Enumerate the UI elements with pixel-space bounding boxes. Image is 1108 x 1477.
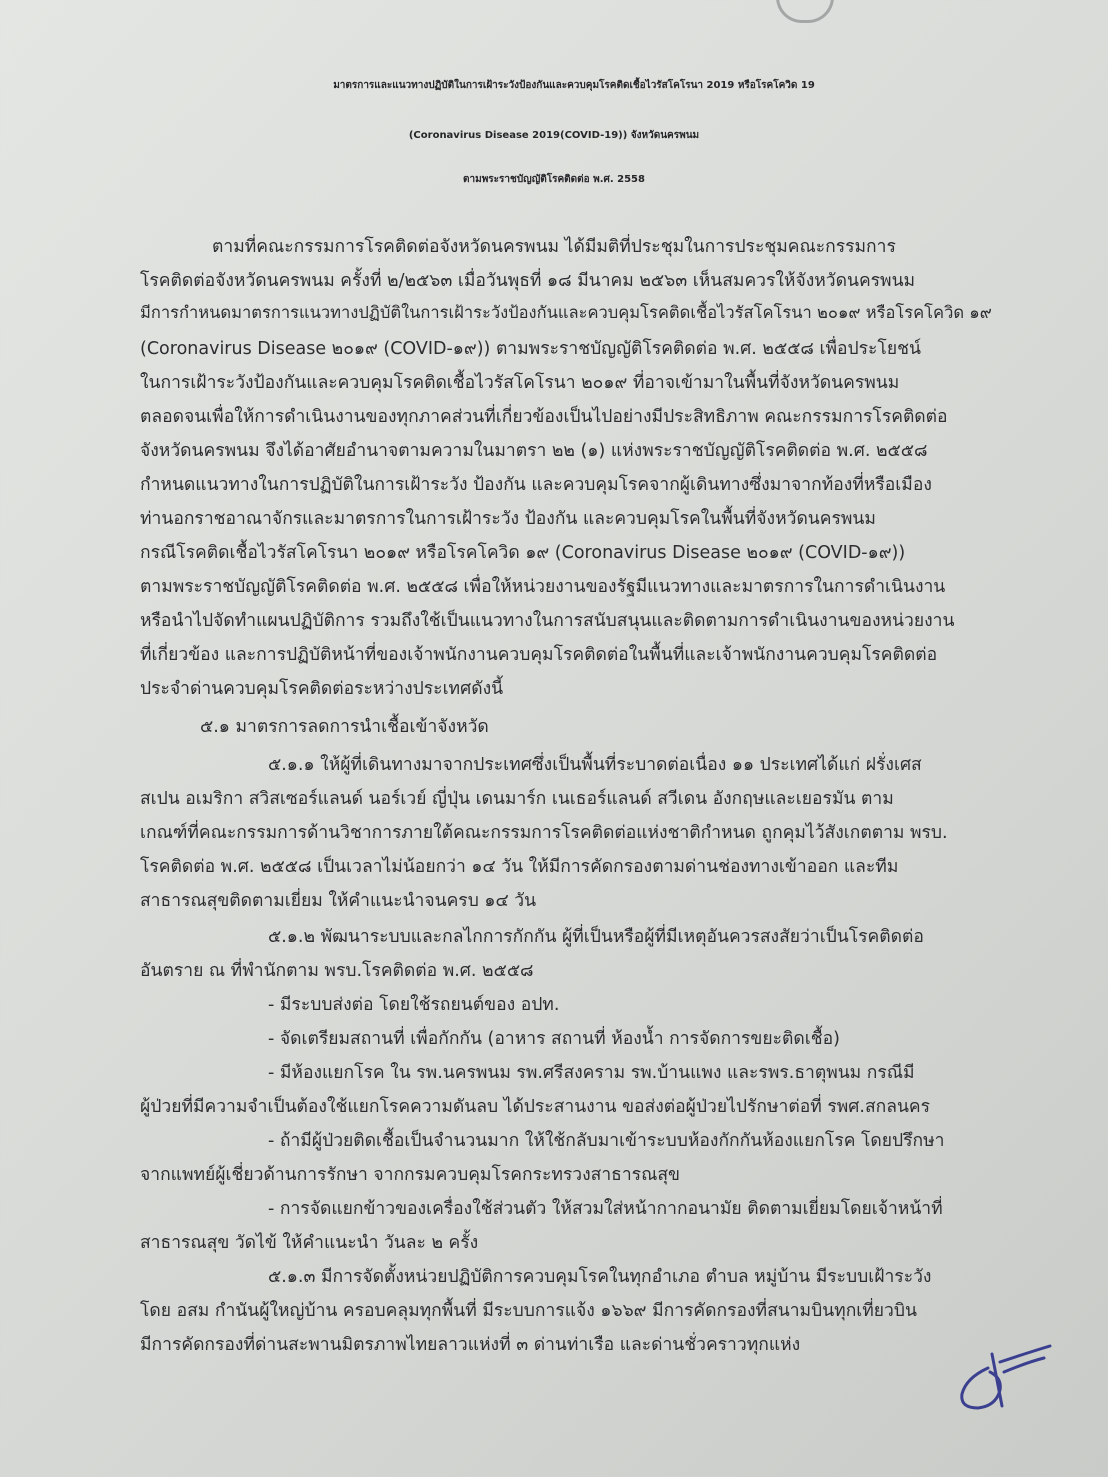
item-511-line: สเปน อเมริกา สวิสเซอร์แลนด์ นอร์เวย์ ญี่ปุ่น เดนมาร์ก เนเธอร์แลนด์ สวีเดน อังกฤษและเยอรมัน ตาม [140,789,894,809]
intro-line: ท่านอกราชอาณาจักรและมาตรการในการเฝ้าระวัง ป้องกัน และควบคุมโรคในพื้นที่จังหวัดนครพนม [140,509,876,529]
bullet-line: สาธารณสุข วัดไข้ ให้คำแนะนำ วันละ ๒ ครั้ง [140,1233,479,1253]
intro-line: กำหนดแนวทางในการปฏิบัติในการเฝ้าระวัง ป้องกัน และควบคุมโรคจากผู้เดินทางซึ่งมาจากท้องที่หรือเมือง [140,475,932,495]
intro-line: ประจำด่านควบคุมโรคติดต่อระหว่างประเทศดังนี้ [140,679,504,699]
item-512-line: อันตราย ณ ที่พำนักตาม พรบ.โรคติดต่อ พ.ศ. ๒๕๕๘ [140,961,534,981]
item-511-line: เกณฑ์ที่คณะกรรมการด้านวิชาการภายใต้คณะกรรมการโรคติดต่อแห่งชาติกำหนด ถูกคุมไว้สังเกตตาม พรบ. [140,823,948,843]
intro-line: (Coronavirus Disease ๒๐๑๙ (COVID-๑๙)) ตามพระราชบัญญัติโรคติดต่อ พ.ศ. ๒๕๕๘ เพื่อประโยชน์ [140,339,921,359]
title-line-1: มาตรการและแนวทางปฏิบัติในการเฝ้าระวังป้องกันและควบคุมโรคติดเชื้อไวรัสโคโรนา 2019 หรือโรคโควิด 19 [333,80,815,91]
title-line-2: (Coronavirus Disease 2019(COVID-19)) จังหวัดนครพนม [408,130,700,141]
intro-line: ในการเฝ้าระวังป้องกันและควบคุมโรคติดเชื้อไวรัสโคโรนา ๒๐๑๙ ที่อาจเข้ามาในพื้นที่จังหวัดนครพนม [140,373,900,393]
intro-line: โรคติดต่อจังหวัดนครพนม ครั้งที่ ๒/๒๕๖๓ เมื่อวันพุธที่ ๑๘ มีนาคม ๒๕๖๓ เห็นสมควรให้จังหวัดนครพนม [140,271,916,291]
bullet-line: - มีระบบส่งต่อ โดยใช้รถยนต์ของ อปท. [268,995,560,1015]
bullet-line: - การจัดแยกข้าวของเครื่องใช้ส่วนตัว ให้สวมใส่หน้ากากอนามัย ติดตามเยี่ยมโดยเจ้าหน้าที่ [268,1199,943,1219]
handwritten-initial [944,1332,1064,1432]
intro-line: ตามพระราชบัญญัติโรคติดต่อ พ.ศ. ๒๕๕๘ เพื่อให้หน่วยงานของรัฐมีแนวทางและมาตรการในการดำเนินงาน [140,577,946,597]
bullet-line: - จัดเตรียมสถานที่ เพื่อกักกัน (อาหาร สถานที่ ห้องน้ำ การจัดการขยะติดเชื้อ) [268,1029,840,1049]
intro-line: กรณีโรคติดเชื้อไวรัสโคโรนา ๒๐๑๙ หรือโรคโควิด ๑๙ (Coronavirus Disease ๒๐๑๙ (COVID-๑๙)) [140,543,906,563]
item-513-line: มีการคัดกรองที่ด่านสะพานมิตรภาพไทยลาวแห่งที่ ๓ ด่านท่าเรือ และด่านชั่วคราวทุกแห่ง [140,1335,801,1355]
item-512-line: ๕.๑.๒ พัฒนาระบบและกลไกการกักกัน ผู้ที่เป็นหรือผู้ที่มีเหตุอันควรสงสัยว่าเป็นโรคติดต่อ [268,927,924,947]
intro-line: ที่เกี่ยวข้อง และการปฏิบัติหน้าที่ของเจ้าพนักงานควบคุมโรคติดต่อในพื้นที่และเจ้าพนักงานควบคุมโรคติดต่อ [140,645,938,665]
intro-line: ตลอดจนเพื่อให้การดำเนินงานของทุกภาคส่วนที่เกี่ยวข้องเป็นไปอย่างมีประสิทธิภาพ คณะกรรมการโรคติดต่อ [140,407,948,427]
bullet-line: - ถ้ามีผู้ป่วยติดเชื้อเป็นจำนวนมาก ให้ใช้กลับมาเข้าระบบห้องกักกันห้องแยกโรค โดยปรึกษา [268,1131,945,1151]
intro-line: ตามที่คณะกรรมการโรคติดต่อจังหวัดนครพนม ได้มีมติที่ประชุมในการประชุมคณะกรรมการ [212,237,896,257]
item-513-line: ๕.๑.๓ มีการจัดตั้งหน่วยปฏิบัติการควบคุมโรคในทุกอำเภอ ตำบล หมู่บ้าน มีระบบเฝ้าระวัง [268,1267,932,1287]
intro-line: จังหวัดนครพนม จึงได้อาศัยอำนาจตามความในมาตรา ๒๒ (๑) แห่งพระราชบัญญัติโรคติดต่อ พ.ศ. ๒๕๕๘ [140,441,928,461]
item-511-line: สาธารณสุขติดตามเยี่ยม ให้คำแนะนำจนครบ ๑๔ วัน [140,891,537,911]
section-heading: ๕.๑ มาตรการลดการนำเชื้อเข้าจังหวัด [200,717,489,737]
bullet-line: จากแพทย์ผู้เชี่ยวด้านการรักษา จากกรมควบคุมโรคกระทรวงสาธารณสุข [140,1165,680,1185]
intro-line: มีการกำหนดมาตรการแนวทางปฏิบัติในการเฝ้าระวังป้องกันและควบคุมโรคติดเชื้อไวรัสโคโรนา ๒๐๑๙ หรือโรคโควิด ๑๙ [140,303,992,322]
bullet-line: ผู้ป่วยที่มีความจำเป็นต้องใช้แยกโรคความดันลบ ได้ประสานงาน ขอส่งต่อผู้ป่วยไปรักษาต่อที่ รพศ.สกลนคร [140,1097,931,1117]
item-513-line: โดย อสม กำนันผู้ใหญ่บ้าน ครอบคลุมทุกพื้นที่ มีระบบการแจ้ง ๑๖๖๙ มีการคัดกรองที่สนามบินทุกเที่ยวบิน [140,1301,917,1321]
bullet-line: - มีห้องแยกโรค ใน รพ.นครพนม รพ.ศรีสงคราม รพ.บ้านแพง และรพร.ธาตุพนม กรณีมี [268,1063,915,1083]
intro-line: หรือนำไปจัดทำแผนปฏิบัติการ รวมถึงใช้เป็นแนวทางในการสนับสนุนและติดตามการดำเนินงานของหน่วยงาน [140,611,955,631]
title-line-3: ตามพระราชบัญญัติโรคติดต่อ พ.ศ. 2558 [463,174,645,185]
item-511-line: โรคติดต่อ พ.ศ. ๒๕๕๘ เป็นเวลาไม่น้อยกว่า ๑๔ วัน ให้มีการคัดกรองตามด่านช่องทางเข้าออก และทีม [140,857,899,877]
item-511-line: ๕.๑.๑ ให้ผู้ที่เดินทางมาจากประเทศซึ่งเป็นพื้นที่ระบาดต่อเนื่อง ๑๑ ประเทศได้แก่ ฝรั่งเศส [268,755,922,775]
